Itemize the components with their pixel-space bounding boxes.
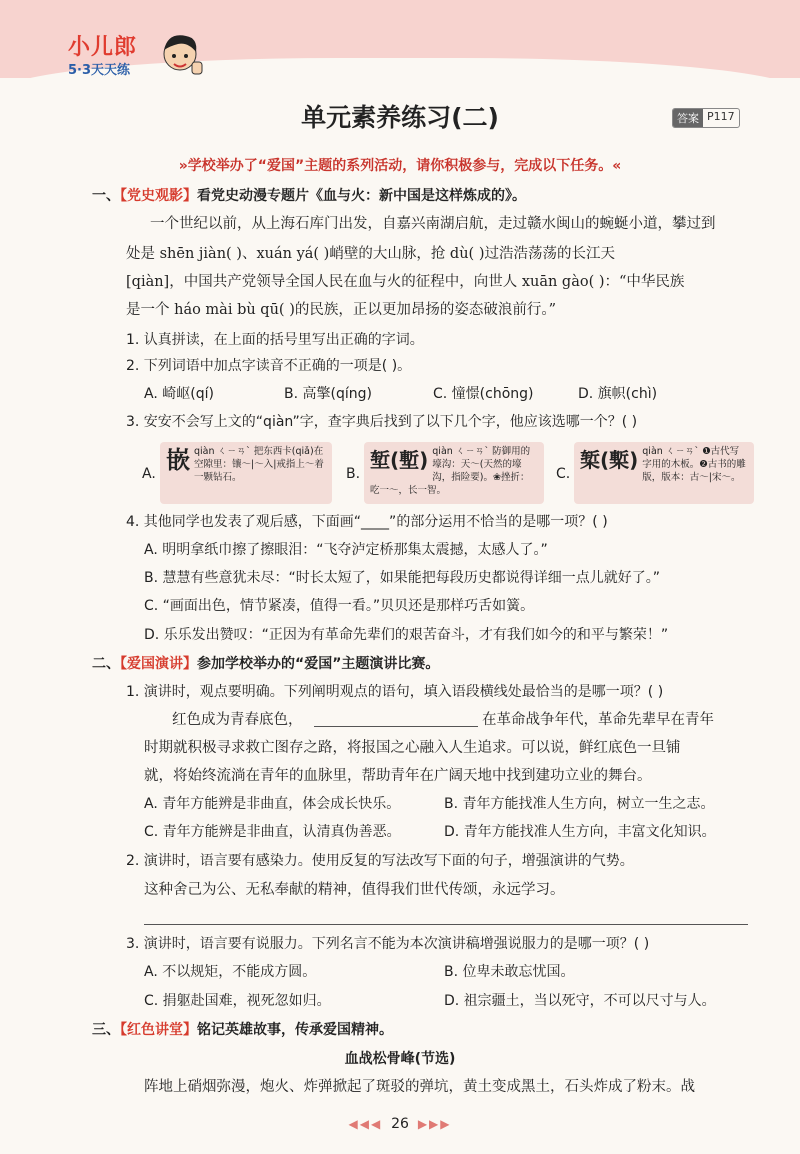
brand-logo — [68, 30, 137, 78]
option-c-label: C. — [556, 466, 571, 482]
question-2: 2. 演讲时，语言要有感染力。使用反复的写法改写下面的句子，增强演讲的气势。 — [126, 853, 634, 869]
passage-line: 阵地上硝烟弥漫，炮火、炸弹掀起了斑驳的弹坑，黄土变成黑土，石头炸成了粉末。战 — [144, 1079, 695, 1095]
right-arrows-icon: ▶▶▶ — [417, 1117, 452, 1131]
dictionary-card-b — [364, 442, 544, 504]
option-b: B. 慧慧有些意犹未尽：“时长太短了，如果能把每段历史都说得详细一点儿就好了。” — [144, 570, 661, 586]
brand-sub: 5·3天天练 — [68, 63, 131, 78]
section-text: 参加学校举办的“爱国”主题演讲比赛。 — [197, 656, 440, 672]
passage-line: 红色成为青春底色， — [172, 712, 303, 728]
article-title: 血战松骨峰(节选) — [344, 1051, 456, 1067]
section-3-heading — [92, 1020, 393, 1040]
passage-line: 时期就积极寻求救亡图存之路，将报国之心融入人生追求。可以说，鲜红底色一旦铺 — [144, 740, 681, 756]
dict-def: qiàn ㄑㄧㄢˋ 把东西卡(qiǎ)在空隙里：镶～|～入|戒指上～着一颗钻石。 — [194, 446, 324, 483]
option-c: C. 憧憬(chōng) — [433, 386, 534, 402]
left-arrows-icon: ◀◀◀ — [348, 1117, 383, 1131]
option-a-label: A. — [142, 466, 156, 482]
dict-char: 嵌 — [166, 446, 190, 474]
option-a: A. 不以规矩，不能成方圆。 — [144, 964, 317, 980]
option-b: B. 高擎(qíng) — [284, 386, 372, 402]
option-d: D. 乐乐发出赞叹：“正因为有革命先辈们的艰苦奋斗，才有我们如今的和平与繁荣！” — [144, 627, 669, 643]
question-4: 4. 其他同学也发表了观后感，下面画“____”的部分运用不恰当的是哪一项？( ) — [126, 514, 608, 530]
passage-line: 在革命战争年代，革命先辈早在青年 — [482, 712, 714, 728]
option-d: D. 青年方能找准人生方向，丰富文化知识。 — [444, 824, 716, 840]
question-3: 3. 演讲时，语言要有说服力。下列名言不能为本次演讲稿增强说服力的是哪一项？( ) — [126, 936, 650, 952]
dict-def: qiàn ㄑㄧㄢˋ ❶古代写字用的木板。❷古书的雕版，版本：古～|宋～。 — [642, 446, 746, 483]
question-1: 1. 认真拼读，在上面的括号里写出正确的字词。 — [126, 332, 424, 348]
option-c: C. 捐躯赴国难，视死忽如归。 — [144, 993, 331, 1009]
answer-line[interactable] — [144, 924, 748, 925]
dict-char: 堑(塹) — [370, 448, 429, 472]
page-footer — [0, 1116, 800, 1132]
option-c: C. 青年方能辨是非曲直，认清真伪善恶。 — [144, 824, 401, 840]
option-a: A. 青年方能辨是非曲直，体会成长快乐。 — [144, 796, 401, 812]
dict-def: qiàn ㄑㄧㄢˋ 防御用的壕沟：天～(天然的壕沟，指险要)。❀挫折：吃一～，长一智。 — [370, 446, 531, 496]
section-number: 二、 — [92, 656, 120, 672]
option-d: D. 旗帜(chì) — [578, 386, 658, 402]
answer-label: 答案 — [673, 109, 703, 127]
answer-page: P117 — [707, 110, 735, 123]
passage-line: [qiàn]，中国共产党领导全国人民在血与火的征程中，向世人 xuān gào( )：“中华民族 — [126, 274, 685, 290]
option-d: D. 祖宗疆土，当以死守，不可以尺寸与人。 — [444, 993, 716, 1009]
option-b: B. 青年方能找准人生方向，树立一生之志。 — [444, 796, 715, 812]
option-a: A. 崎岖(qí) — [144, 386, 214, 402]
option-c: C. “画面出色，情节紧凑，值得一看。”贝贝还是那样巧舌如簧。 — [144, 598, 535, 614]
answer-blank[interactable] — [314, 726, 478, 727]
dict-char: 椠(槧) — [580, 448, 639, 472]
question-1: 1. 演讲时，观点要明确。下列阐明观点的语句，填入语段横线处最恰当的是哪一项？( ) — [126, 684, 664, 700]
brand-name: 小儿郎 — [68, 35, 138, 60]
section-tag: 【党史观影】 — [120, 188, 197, 204]
passage-line: 处是 shēn jiàn( )、xuán yá( )峭壁的大山脉，抢 dù( )过浩浩荡荡的长江天 — [126, 246, 615, 262]
section-text: 看党史动漫专题片《血与火：新中国是这样炼成的》。 — [197, 188, 526, 204]
sentence: 这种舍己为公、无私奉献的精神，值得我们世代传颂，永远学习。 — [144, 882, 565, 898]
passage-line: 就，将始终流淌在青年的血脉里，帮助青年在广阔天地中找到建功立业的舞台。 — [144, 768, 652, 784]
option-b: B. 位卑未敢忘忧国。 — [444, 964, 575, 980]
answer-ref — [672, 108, 740, 128]
dictionary-card-a — [160, 442, 332, 504]
option-b-label: B. — [346, 466, 361, 482]
section-tag: 【红色讲堂】 — [120, 1022, 197, 1038]
task-banner: »学校举办了“爱国”主题的系列活动，请你积极参与，完成以下任务。« — [178, 158, 622, 174]
section-2-heading — [92, 654, 439, 674]
passage-line: 是一个 háo mài bù qū( )的民族，正以更加昂扬的姿态破浪前行。” — [126, 302, 557, 318]
section-text: 铭记英雄故事，传承爱国精神。 — [197, 1022, 393, 1038]
section-tag: 【爱国演讲】 — [120, 656, 197, 672]
dictionary-card-c — [574, 442, 754, 504]
section-number: 三、 — [92, 1022, 120, 1038]
section-number: 一、 — [92, 188, 120, 204]
passage-line: 一个世纪以前，从上海石库门出发，自嘉兴南湖启航，走过赣水闽山的蜿蜒小道，攀过到 — [150, 216, 716, 232]
mascot-icon — [158, 28, 208, 80]
section-1-heading — [92, 186, 526, 206]
page-title: 单元素养练习(二) — [301, 103, 499, 132]
option-a: A. 明明拿纸巾擦了擦眼泪：“飞夺泸定桥那集太震撼，太感人了。” — [144, 542, 548, 558]
question-3: 3. 安安不会写上文的“qiàn”字，查字典后找到了以下几个字，他应该选哪一个？( ) — [126, 414, 638, 430]
page-number: 26 — [391, 1116, 409, 1132]
question-2: 2. 下列词语中加点字读音不正确的一项是( )。 — [126, 358, 412, 374]
